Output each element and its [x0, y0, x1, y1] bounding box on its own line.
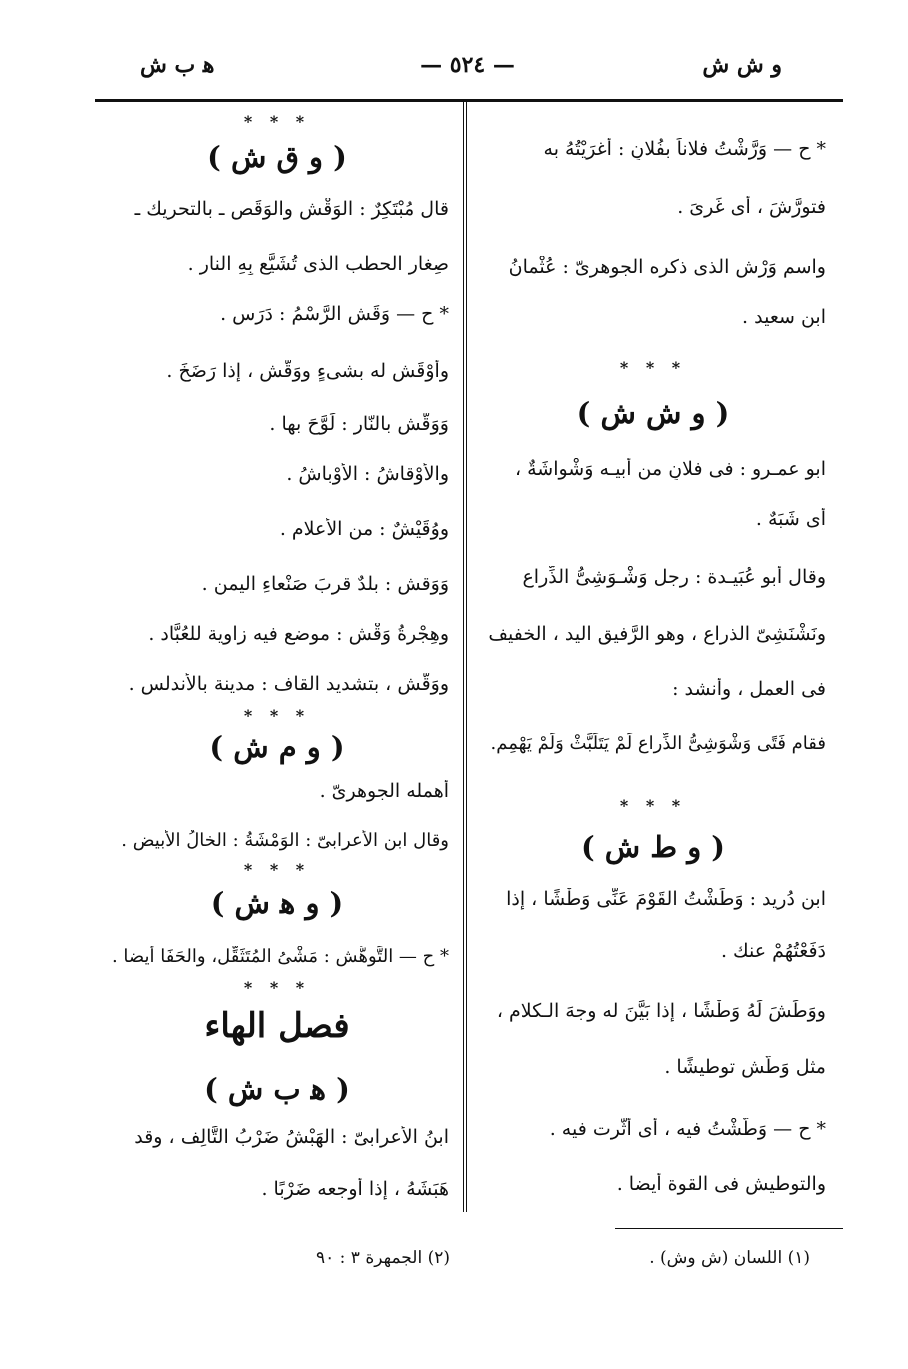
entry-line: مثل وَطَّش توطيشًا . — [664, 1056, 826, 1078]
separator-stars: * * * — [619, 358, 687, 377]
entry-line: فى العمل ، وأنشد : — [672, 678, 826, 700]
entry-line: * ح — وَطَّشْتُ فيه ، أى أثَّرت فيه . — [549, 1118, 826, 1140]
header-root-left: ﻫ ب ش — [140, 52, 215, 78]
entry-line: وأوْقَش له بشىءٍ ووَقَّش ، إذا رَضَخَ . — [166, 360, 449, 382]
entry-line: ابنُ الأعرابىّ : الهَبْشُ ضَرْبُ التَّالِف ، وقد — [134, 1126, 449, 1148]
entry-line: ووَطَشَ لَهُ وَطْشًا ، إذا بَيَّنَ له وجهَ الـكلام ، — [496, 1000, 826, 1022]
entry-line: أهمله الجوهرىّ . — [319, 780, 449, 802]
section-title: فصل الهاء — [204, 1006, 350, 1046]
column-divider — [463, 102, 467, 1212]
entry-line: والتوطيش فى القوة أيضا . — [616, 1173, 826, 1195]
root-heading: ( ﻫ ب ش ) — [204, 1072, 350, 1106]
entry-line: فتورَّشَ ، أى غَرِىَ . — [677, 196, 826, 218]
root-heading: ( و ش ش ) — [576, 396, 730, 430]
entry-line: وَوَقش : بلدٌ قربَ صَنْعاءِ اليمن . — [201, 573, 449, 595]
entry-line: وقال أبو عُبَيـدة : رجل وَشْـوَشِىُّ الذِّراع — [522, 566, 826, 588]
entry-line: ووَقَّش ، بتشديد القاف : مدينة بالأندلس . — [128, 673, 449, 695]
root-heading: ( و ق ش ) — [207, 140, 347, 174]
entry-line: ونَشْنَشِىّ الذراع ، وهو الرَّفيق اليد ، الخفيف — [488, 623, 826, 645]
entry-line: قال مُبْتَكِرٌ : الوَقْش والوَقَص ـ بالتحريك ـ — [134, 198, 449, 220]
footnote-1: (١) اللسان (ش وش) . — [649, 1248, 810, 1268]
header-root-right: و ش ش — [702, 52, 782, 78]
footnote-rule — [615, 1228, 843, 1229]
separator-stars: * * * — [243, 978, 311, 997]
entry-line: وقال ابن الأعرابىّ : الوَمْشَةُ : الخالُ الأبيض . — [121, 830, 449, 851]
entry-line: صِغار الحطب الذى تُشَيَّع بِهِ النار . — [187, 253, 449, 275]
entry-line: والأوْقاشُ : الأوْباشُ . — [286, 463, 449, 485]
root-heading: ( و ط ش ) — [580, 830, 726, 864]
entry-line: وَوَقَّش بالنّارِ : لَوَّحَ بها . — [269, 413, 449, 435]
separator-stars: * * * — [619, 796, 687, 815]
entry-line: ابن سعيد . — [742, 306, 826, 328]
page-number: — ٥٢٤ — — [420, 52, 515, 78]
root-heading: ( و ﻫ ش ) — [210, 886, 344, 920]
entry-line: * ح — وَقَش الرَّسْمُ : دَرَس . — [220, 303, 449, 325]
header-rule — [95, 99, 843, 102]
separator-stars: * * * — [243, 112, 311, 131]
entry-line: ووُقَيْشٌ : من الأعلام . — [279, 518, 449, 540]
entry-line: * ح — وَرَّشْتُ فلاناً بفُلانٍ : أغرَيْتُهُ به — [543, 138, 826, 160]
separator-stars: * * * — [243, 706, 311, 725]
page-header — [95, 52, 840, 92]
footnote-2: (٢) الجمهرة ٣ : ٩٠ — [315, 1248, 450, 1268]
entry-line: * ح — التَّوهُّش : مَشْىُ المُتَثَقِّل، والحَفَا أيضا . — [111, 946, 449, 967]
entry-line: وهِجْرةُ وَقْش : موضع فيه زاوية للعُبَّاد . — [148, 623, 449, 645]
entry-line: ابو عمـرو : فى فلانٍ من أبيـه وَشْواشَةٌ ، — [514, 458, 826, 480]
entry-line: أى شَبَهٌ . — [755, 508, 826, 530]
separator-stars: * * * — [243, 860, 311, 879]
entry-line: ابن دُريد : وَطَشْتُ القَوْمَ عَنِّى وَطْشًا ، إذا — [506, 888, 826, 910]
entry-line: واسم وَرْش الذى ذكره الجوهرىّ : عُثْمانُ — [508, 256, 826, 278]
root-heading: ( و م ش ) — [209, 730, 345, 764]
entry-line: هَبَشَهُ ، إذا أوجعه ضَرْبًا . — [261, 1178, 449, 1200]
entry-line: دَفَعْتُهُمْ عنك . — [720, 940, 826, 962]
entry-line: فقام فَتًى وَشْوَشِىُّ الذِّراعِ لَمْ يَتَلَبَّثْ وَلَمْ يَهْمِمِ. — [490, 733, 826, 754]
